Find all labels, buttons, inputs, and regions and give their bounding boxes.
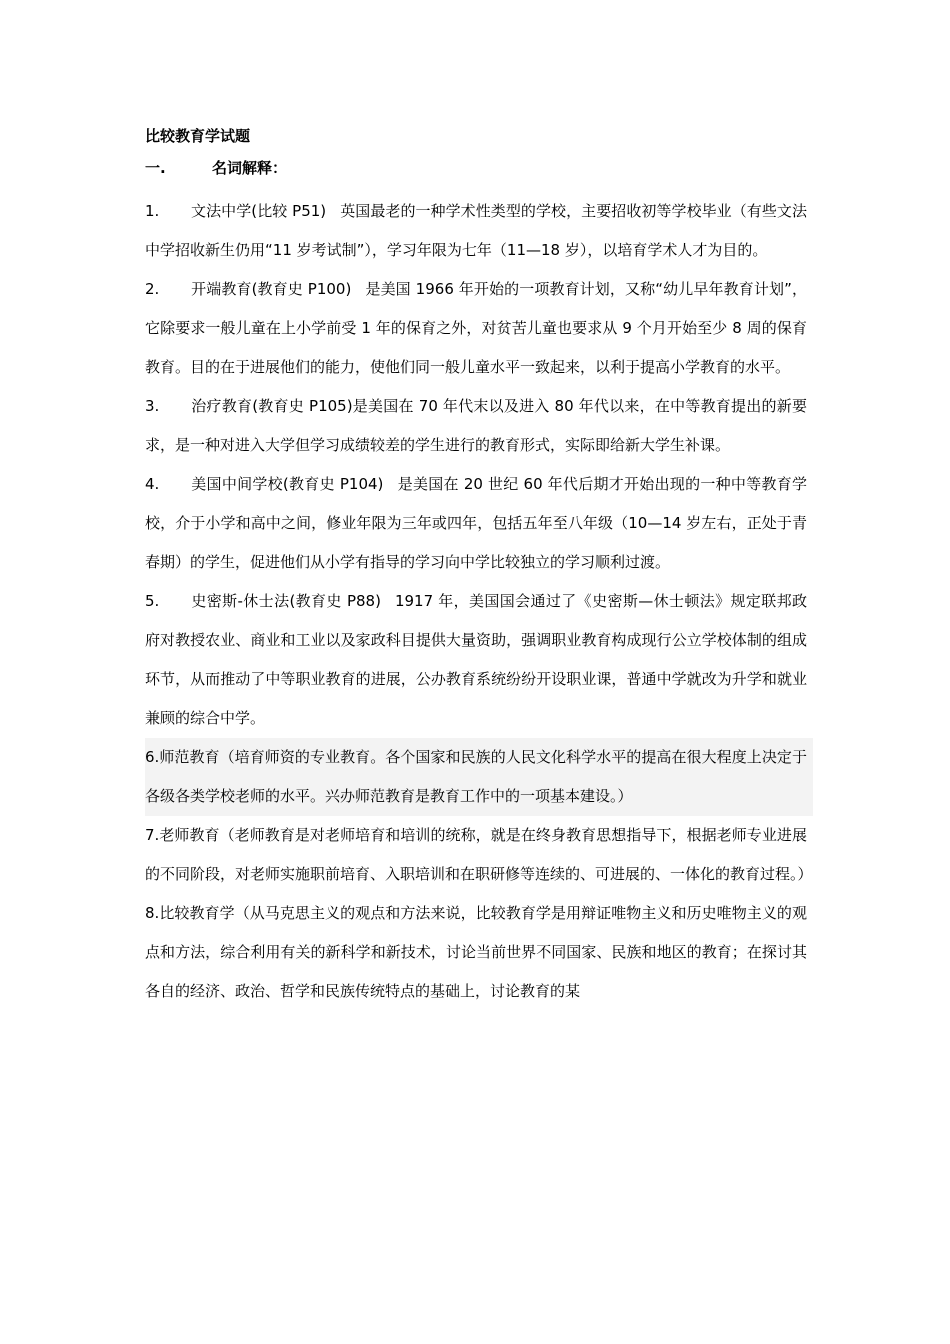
entry-term: 比较教育学 (159, 904, 235, 922)
entry-4 (145, 465, 807, 582)
entry-number: 6. (145, 748, 160, 766)
entry-8 (145, 894, 807, 1011)
entry-term: 开端教育(教育史 P100) (191, 280, 352, 298)
entry-term: 美国中间学校(教育史 P104) (191, 475, 384, 493)
entry-6 (145, 738, 813, 816)
entry-5 (145, 582, 807, 738)
entry-term: 史密斯-休士法(教育史 P88) (191, 592, 381, 610)
entry-7 (145, 816, 813, 894)
entry-number: 4. (145, 475, 160, 493)
entry-number: 8. (145, 904, 160, 922)
document-title: 比较教育学试题 (145, 127, 251, 145)
entry-text: 是美国在 70 年代末以及进入 80 年代以来，在中等教育提出的新要求，是一种对进入大学但学习成绩较差的学生进行的教育形式，实际即给新大学生补课。 (145, 397, 808, 454)
entry-text: 英国最老的一种学术性类型的学校，主要招收初等学校毕业（有些文法中学招收新生仍用“11 岁考试制”），学习年限为七年（11—18 岁），以培育学术人才为目的。 (145, 202, 807, 259)
entry-number: 1. (145, 202, 160, 220)
entry-3 (145, 387, 807, 465)
entry-term: 文法中学(比较 P51) (191, 202, 327, 220)
document-page (145, 126, 813, 1011)
entry-number: 7. (145, 826, 160, 844)
entry-text: 是美国 1966 年开始的一项教育计划，又称“幼儿早年教育计划”，它除要求一般儿童在上小学前受 1 年的保育之外，对贫苦儿童也要求从 9 个月开始至少 8 周的保育教育。目的在于进展他们的能力，使他们同一般儿童水平一致起来，以利于提高小学教育的水平。 (145, 280, 807, 376)
entry-term: 老师教育 (159, 826, 220, 844)
entry-text: 是美国在 20 世纪 60 年代后期才开始出现的一种中等教育学校，介于小学和高中之间，修业年限为三年或四年，包括五年至八年级（10—14 岁左右，正处于青春期）的学生，促进他们从小学有指导的学习向中学比较独立的学习顺利过渡。 (145, 475, 808, 571)
entry-number: 3. (145, 397, 160, 415)
entry-text: （培育师资的专业教育。各个国家和民族的人民文化科学水平的提高在很大程度上决定于各级各类学校老师的水平。兴办师范教育是教育工作中的一项基本建设。） (145, 748, 807, 805)
section-title: 名词解释： (212, 159, 288, 177)
entry-term: 治疗教育(教育史 P105) (191, 397, 353, 415)
section-number: 一. (145, 159, 166, 177)
entry-text: （从马克思主义的观点和方法来说，比较教育学是用辩证唯物主义和历史唯物主义的观点和方法，综合利用有关的新科学和新技术，讨论当前世界不同国家、民族和地区的教育；在探讨其各自的经济、政治、哲学和民族传统特点的基础上，讨论教育的某 (145, 904, 807, 1000)
entry-term: 师范教育 (159, 748, 220, 766)
entry-1 (145, 192, 807, 270)
entry-number: 2. (145, 280, 160, 298)
section-heading (145, 158, 807, 178)
entry-2 (145, 270, 807, 387)
entry-text: 1917 年，美国国会通过了《史密斯—休士顿法》规定联邦政府对教授农业、商业和工业以及家政科目提供大量资助，强调职业教育构成现行公立学校体制的组成环节，从而推动了中等职业教育的进展，公办教育系统纷纷开设职业课，普通中学就改为升学和就业兼顾的综合中学。 (145, 592, 807, 727)
entry-text: （老师教育是对老师培育和培训的统称，就是在终身教育思想指导下，根据老师专业进展的不同阶段，对老师实施职前培育、入职培训和在职研修等连续的、可进展的、一体化的教育过程。） (145, 826, 813, 883)
entry-number: 5. (145, 592, 160, 610)
